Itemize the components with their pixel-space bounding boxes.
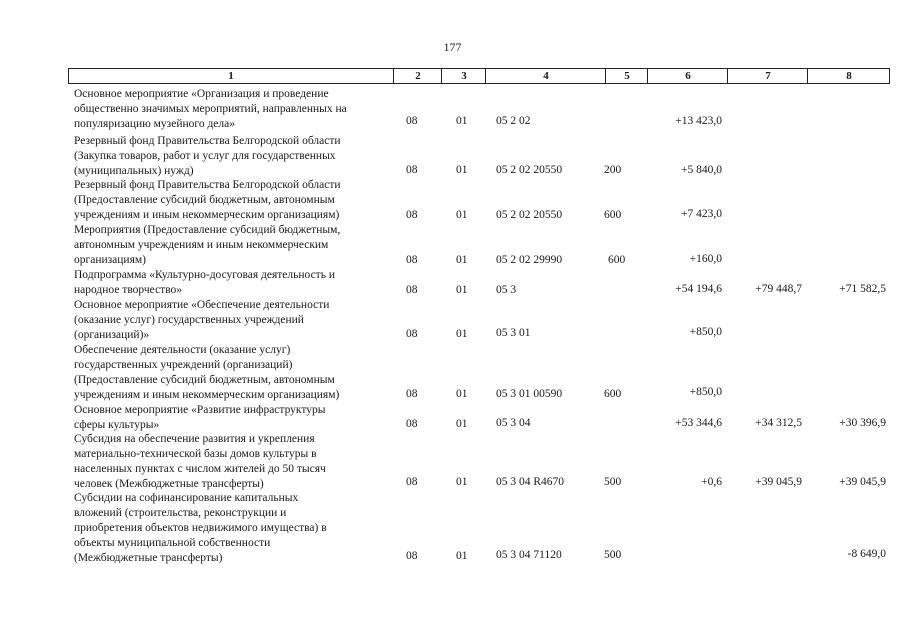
header-col-2: 2 xyxy=(393,69,442,83)
cell-section: 08 xyxy=(406,388,418,400)
cell-target-article: 05 3 01 00590 xyxy=(496,388,563,400)
cell-amount-3: -8 649,0 xyxy=(847,548,886,560)
cell-target-article: 05 2 02 xyxy=(496,115,531,127)
cell-expense-type: 500 xyxy=(604,549,622,561)
cell-expense-type: 600 xyxy=(604,209,622,221)
row-description: Субсидия на обеспечение развития и укрепления материально-технической базы домов культуры в населенных пунктах с числом жителей до 50 тысяч человек (Межбюджетные трансферты) xyxy=(74,433,326,490)
cell-target-article: 05 3 01 xyxy=(496,327,531,339)
cell-section: 08 xyxy=(406,550,418,562)
cell-amount-2: +79 448,7 xyxy=(755,283,802,295)
cell-amount-1: +0,6 xyxy=(701,476,722,488)
cell-target-article: 05 3 04 xyxy=(496,417,531,429)
row-description: Основное мероприятие «Развитие инфраструктуры сферы культуры» xyxy=(74,404,326,431)
cell-amount-2: +39 045,9 xyxy=(755,476,802,488)
row-description: Основное мероприятие «Обеспечение деятельности (оказание услуг) государственных учреждений (организаций)» xyxy=(74,299,330,341)
cell-subsection: 01 xyxy=(456,254,468,266)
cell-expense-type: 500 xyxy=(604,476,622,488)
cell-amount-3: +71 582,5 xyxy=(839,283,886,295)
cell-section: 08 xyxy=(406,115,418,127)
page-number: 177 xyxy=(443,40,462,54)
cell-expense-type: 600 xyxy=(608,254,626,266)
row-description: Субсидии на софинансирование капитальных вложений (строительства, реконструкции и приобретения объектов недвижимого имущества) в объекты муниципальной собственности (Межбюджетные трансферты) xyxy=(74,492,327,564)
header-col-7: 7 xyxy=(727,69,808,83)
cell-amount-1: +5 840,0 xyxy=(681,164,722,176)
cell-target-article: 05 3 04 71120 xyxy=(496,549,562,561)
cell-target-article: 05 2 02 20550 xyxy=(496,164,563,176)
header-col-6: 6 xyxy=(647,69,728,83)
cell-subsection: 01 xyxy=(456,388,468,400)
cell-subsection: 01 xyxy=(456,476,468,488)
cell-amount-3: +30 396,9 xyxy=(839,417,886,429)
row-description: Обеспечение деятельности (оказание услуг) государственных учреждений (организаций) (Предоставление субсидий бюджетным, автономным учреждениям и иным некоммерческим организациям) xyxy=(74,344,340,401)
row-description: Резервный фонд Правительства Белгородской области (Предоставление субсидий бюджетным, автономным учреждениям и иным некоммерческим организациям) xyxy=(74,179,341,221)
cell-section: 08 xyxy=(406,209,418,221)
row-description: Подпрограмма «Культурно-досуговая деятельность и народное творчество» xyxy=(74,269,335,296)
cell-target-article: 05 2 02 29990 xyxy=(496,254,563,266)
cell-subsection: 01 xyxy=(456,284,468,296)
cell-amount-1: +7 423,0 xyxy=(681,208,722,220)
cell-target-article: 05 2 02 20550 xyxy=(496,209,563,221)
cell-section: 08 xyxy=(406,254,418,266)
cell-expense-type: 600 xyxy=(604,388,622,400)
cell-subsection: 01 xyxy=(456,328,468,340)
cell-target-article: 05 3 04 R4670 xyxy=(496,476,565,488)
table-header xyxy=(68,68,890,84)
row-description: Основное мероприятие «Организация и проведение общественно значимых мероприятий, направленных на популяризацию музейного дела» xyxy=(74,88,347,130)
cell-section: 08 xyxy=(406,328,418,340)
cell-section: 08 xyxy=(406,476,418,488)
cell-subsection: 01 xyxy=(456,209,468,221)
header-col-1: 1 xyxy=(228,70,234,82)
cell-amount-1: +160,0 xyxy=(689,253,722,265)
cell-section: 08 xyxy=(406,164,418,176)
cell-expense-type: 200 xyxy=(604,164,622,176)
cell-amount-1: +53 344,6 xyxy=(675,417,722,429)
cell-subsection: 01 xyxy=(456,418,468,430)
row-description: Мероприятия (Предоставление субсидий бюджетным, автономным учреждениям и иным некоммерческим организациям) xyxy=(74,224,341,266)
cell-subsection: 01 xyxy=(456,550,468,562)
cell-amount-1: +13 423,0 xyxy=(675,115,722,127)
header-col-4: 4 xyxy=(485,69,606,83)
cell-amount-1: +54 194,6 xyxy=(675,283,722,295)
cell-section: 08 xyxy=(406,284,418,296)
cell-target-article: 05 3 xyxy=(496,284,517,296)
cell-subsection: 01 xyxy=(456,115,468,127)
header-col-3: 3 xyxy=(441,69,486,83)
cell-amount-1: +850,0 xyxy=(689,326,722,338)
cell-amount-1: +850,0 xyxy=(689,386,722,398)
cell-amount-3: +39 045,9 xyxy=(839,476,886,488)
cell-amount-2: +34 312,5 xyxy=(755,417,802,429)
cell-subsection: 01 xyxy=(456,164,468,176)
header-col-5: 5 xyxy=(605,69,648,83)
header-col-8: 8 xyxy=(807,69,890,83)
cell-section: 08 xyxy=(406,418,418,430)
row-description: Резервный фонд Правительства Белгородской области (Закупка товаров, работ и услуг для государственных (муниципальных) нужд) xyxy=(74,135,341,177)
